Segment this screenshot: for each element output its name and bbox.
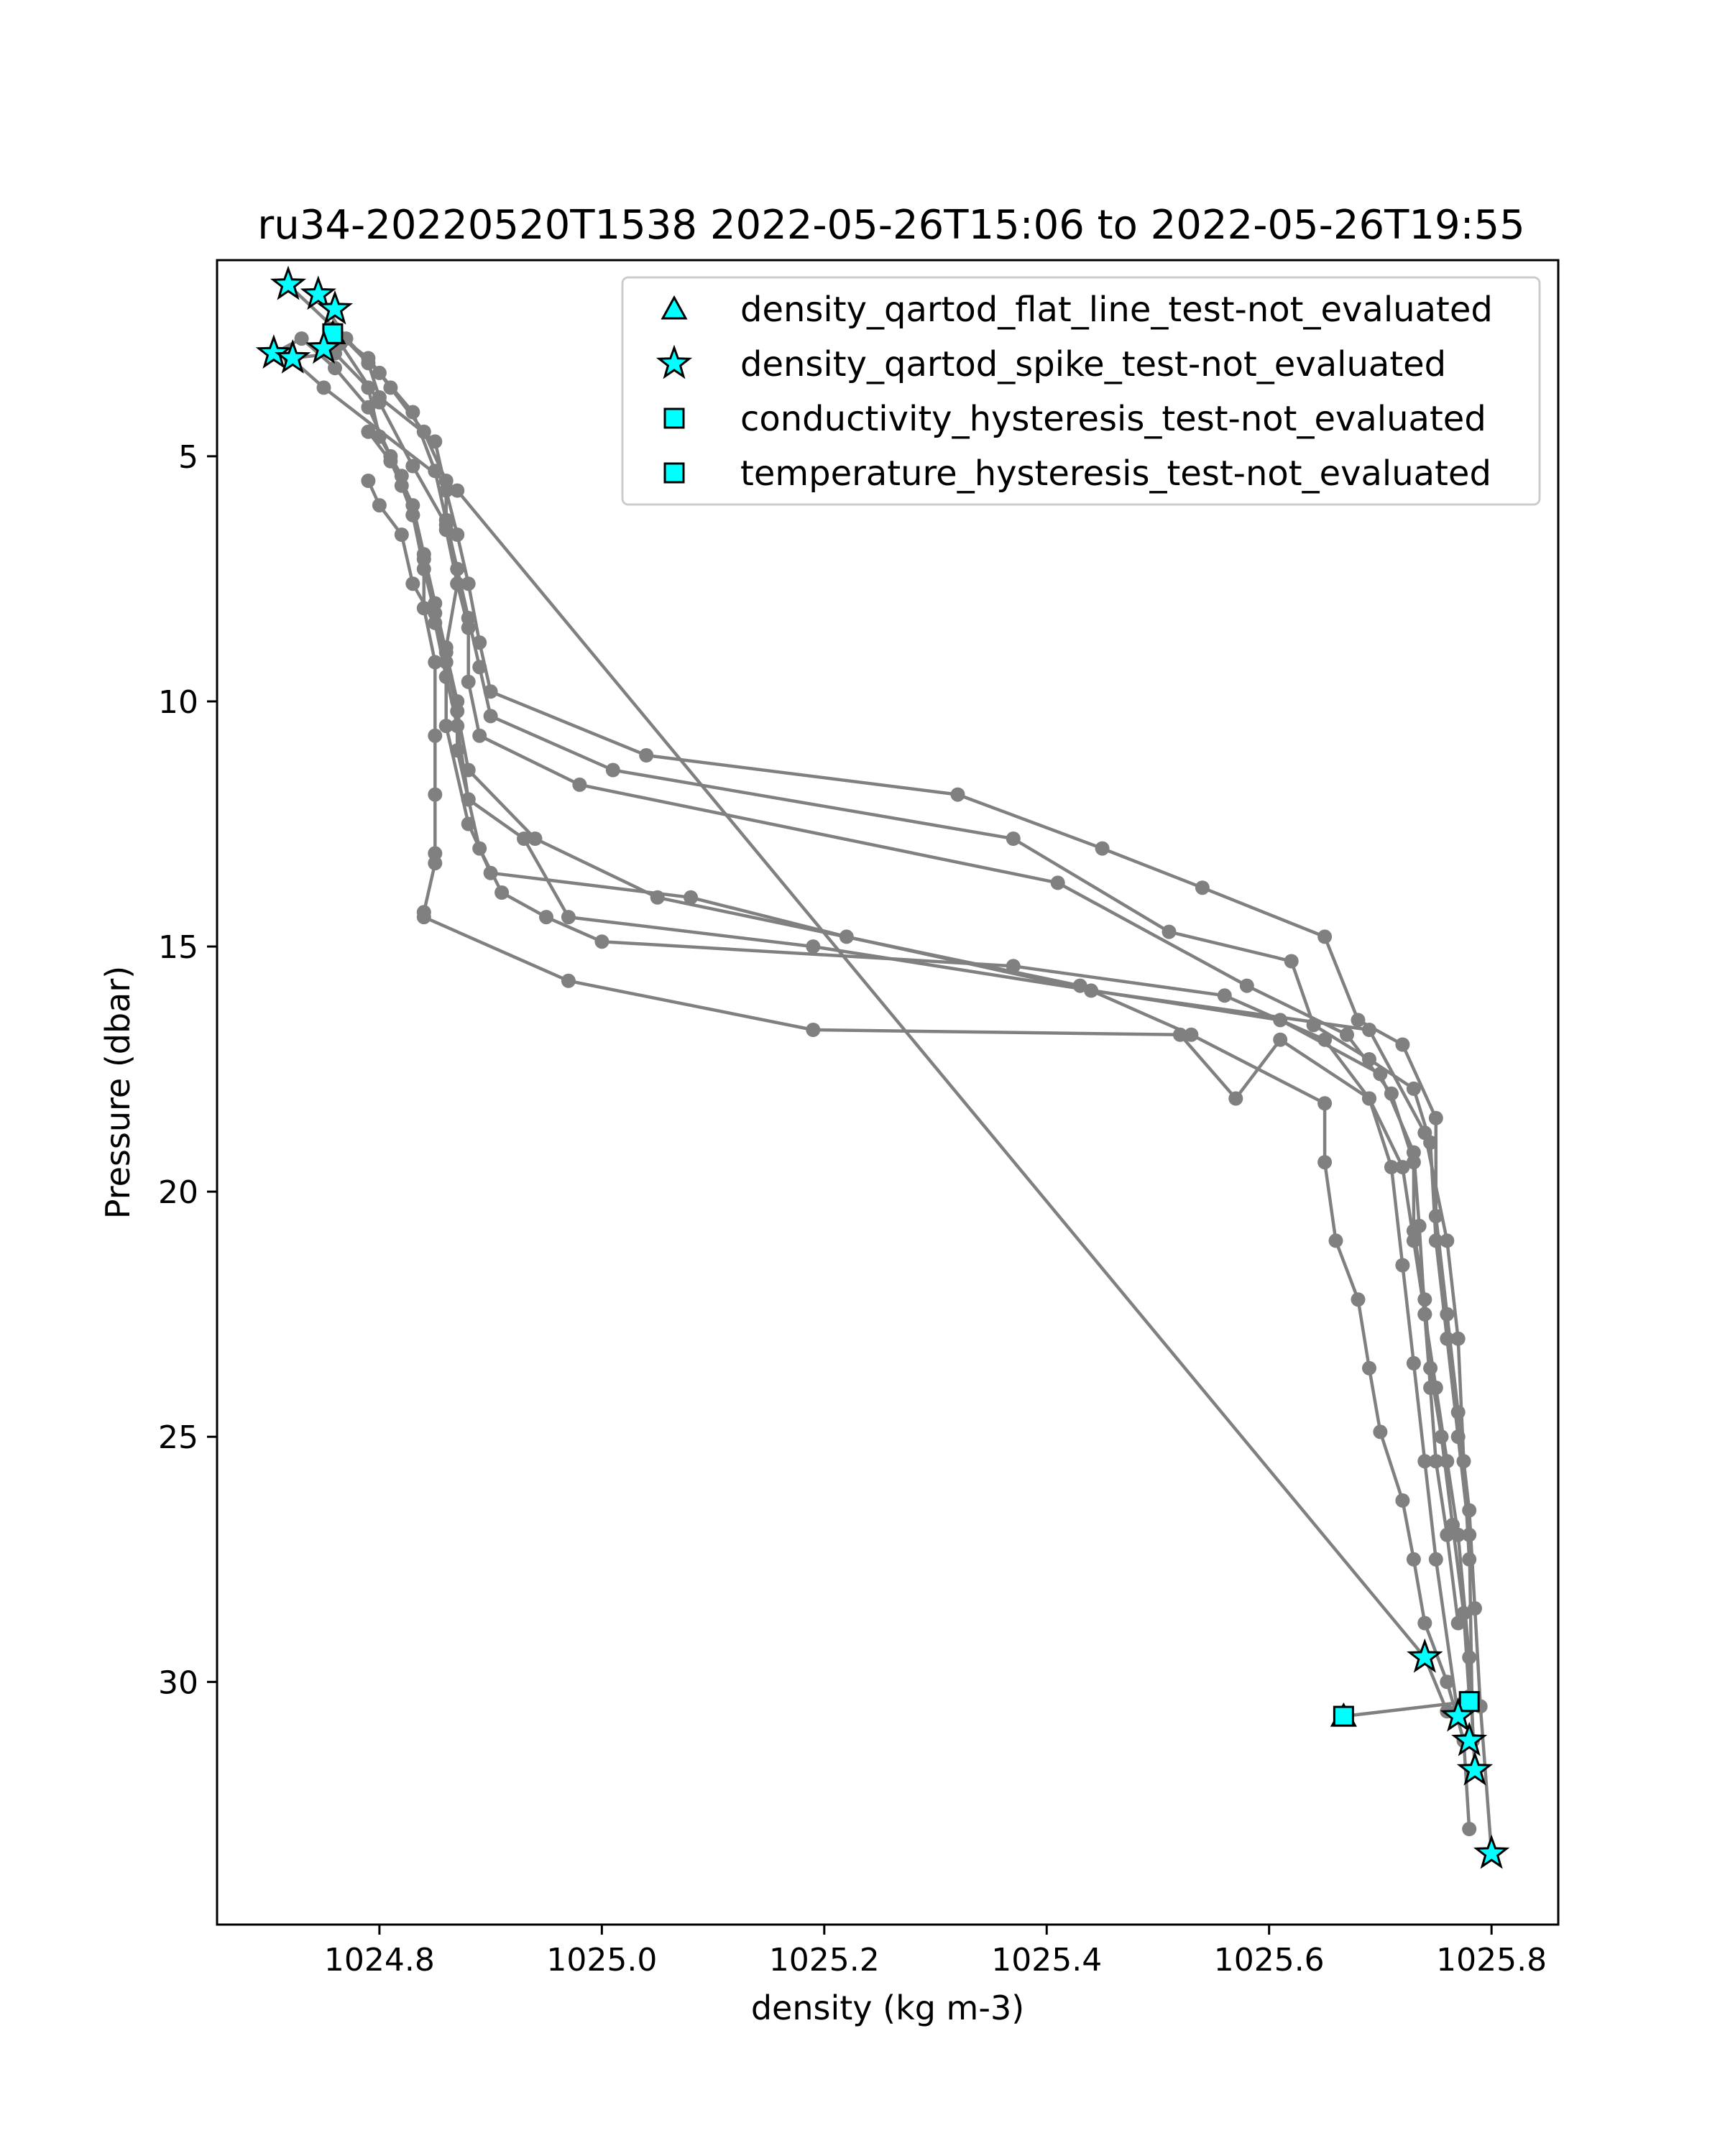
data-point (1051, 875, 1065, 890)
data-point (572, 778, 586, 792)
data-point (1084, 983, 1098, 998)
legend-marker-square (665, 464, 684, 482)
data-point (428, 655, 442, 669)
x-tick-label: 1025.6 (1213, 1942, 1325, 1978)
data-point (1395, 1493, 1409, 1508)
chart-title: ru34-20220520T1538 2022-05-26T15:06 to 2022-05-26T19:55 (257, 202, 1525, 249)
data-point (439, 640, 454, 655)
data-point (1351, 1013, 1366, 1027)
data-point (494, 885, 509, 900)
x-tick-label: 1025.2 (768, 1942, 880, 1978)
data-point (461, 817, 476, 831)
data-point (472, 660, 487, 674)
data-point (517, 831, 531, 846)
data-point (1373, 1424, 1387, 1439)
data-point (1440, 1233, 1454, 1248)
data-point (840, 929, 854, 944)
data-point (1395, 1258, 1409, 1273)
data-point (428, 616, 442, 630)
data-point (317, 380, 331, 395)
data-point (1407, 1146, 1421, 1160)
data-point (1429, 1552, 1443, 1567)
data-point (1440, 1528, 1454, 1542)
data-point (1317, 1096, 1332, 1110)
data-point (484, 866, 498, 880)
data-point (328, 361, 342, 375)
data-point (372, 498, 387, 512)
data-point (1407, 1082, 1421, 1096)
data-point (594, 934, 609, 949)
data-point (1440, 1307, 1454, 1322)
y-tick-label: 30 (158, 1664, 198, 1702)
data-point (1384, 1160, 1399, 1174)
data-point (405, 508, 420, 522)
data-point (1218, 988, 1232, 1003)
data-point (1457, 1454, 1471, 1468)
flag-marker-square (1460, 1692, 1478, 1711)
legend-label: conductivity_hysteresis_test-not_evaluated (740, 399, 1486, 439)
data-point (484, 709, 498, 723)
data-point (1351, 1292, 1366, 1307)
data-point (439, 719, 454, 733)
data-point (1451, 1616, 1466, 1631)
data-point (417, 552, 431, 566)
x-tick-label: 1024.8 (323, 1942, 435, 1978)
legend-label: temperature_hysteresis_test-not_evaluated (740, 453, 1491, 494)
data-point (1362, 1092, 1376, 1106)
data-point (395, 479, 409, 493)
data-point (417, 910, 431, 924)
data-point (1462, 1552, 1476, 1567)
y-tick-label: 10 (158, 683, 198, 721)
data-point (405, 459, 420, 474)
data-point (1362, 1361, 1376, 1376)
data-point (1340, 1028, 1354, 1042)
data-point (806, 939, 820, 954)
legend-entry (659, 344, 1446, 384)
legend-marker-square (665, 409, 684, 428)
data-point (461, 621, 476, 635)
data-point (417, 425, 431, 439)
y-axis-label: Pressure (dbar) (98, 965, 137, 1220)
data-point (1195, 880, 1210, 895)
data-point (1362, 1023, 1376, 1037)
data-point (1429, 1454, 1443, 1468)
legend-entry (663, 290, 1493, 330)
data-point (561, 910, 576, 924)
legend-entry (665, 399, 1486, 439)
y-tick-label: 15 (158, 929, 198, 967)
data-point (361, 351, 375, 365)
data-point (806, 1023, 820, 1037)
data-point (1417, 1307, 1432, 1322)
data-point (1462, 1822, 1476, 1836)
data-point (361, 474, 375, 488)
data-point (428, 856, 442, 870)
data-point (1273, 1033, 1287, 1047)
data-point (1417, 1616, 1432, 1631)
data-point (1317, 929, 1332, 944)
legend-label: density_qartod_flat_line_test-not_evaluated (740, 290, 1493, 330)
data-point (1423, 1381, 1438, 1395)
data-point (561, 974, 576, 988)
data-point (383, 454, 397, 469)
data-point (1412, 1219, 1427, 1233)
y-tick-label: 25 (158, 1419, 198, 1457)
data-point (1228, 1092, 1243, 1106)
y-tick-label: 20 (158, 1174, 198, 1212)
data-point (606, 763, 620, 778)
x-tick-label: 1025.4 (991, 1942, 1103, 1978)
data-point (405, 576, 420, 591)
data-point (1329, 1233, 1343, 1248)
data-point (1407, 1552, 1421, 1567)
data-point (461, 675, 476, 689)
data-point (428, 729, 442, 743)
data-point (1317, 1155, 1332, 1169)
x-tick-label: 1025.0 (546, 1942, 658, 1978)
legend-label: density_qartod_spike_test-not_evaluated (740, 344, 1447, 384)
data-point (539, 910, 553, 924)
legend (622, 277, 1540, 505)
data-point (450, 576, 464, 591)
data-point (428, 788, 442, 802)
legend-entry (665, 453, 1491, 494)
data-point (1240, 979, 1254, 993)
data-point (450, 484, 464, 498)
data-point (439, 517, 454, 532)
flag-marker-square (1334, 1707, 1353, 1726)
data-point (951, 788, 965, 802)
data-point (472, 729, 487, 743)
data-point (372, 395, 387, 410)
data-point (1462, 1650, 1476, 1664)
data-point (1173, 1028, 1187, 1042)
data-point (1284, 954, 1299, 969)
data-point (1451, 1332, 1466, 1346)
data-point (1162, 925, 1177, 939)
data-point (1429, 1111, 1443, 1125)
data-point (1373, 1067, 1387, 1081)
data-point (395, 528, 409, 542)
data-point (295, 331, 309, 346)
data-point (684, 890, 698, 905)
y-tick-label: 5 (178, 438, 198, 476)
x-axis-label: density (kg m-3) (750, 1989, 1025, 2027)
data-point (1417, 1125, 1432, 1140)
data-point (1006, 831, 1021, 846)
data-point (1462, 1503, 1476, 1518)
x-tick-label: 1025.8 (1436, 1942, 1547, 1978)
data-point (1407, 1356, 1421, 1370)
data-point (383, 380, 397, 395)
data-point (639, 748, 653, 763)
data-point (1095, 842, 1110, 856)
data-point (1395, 1038, 1409, 1052)
